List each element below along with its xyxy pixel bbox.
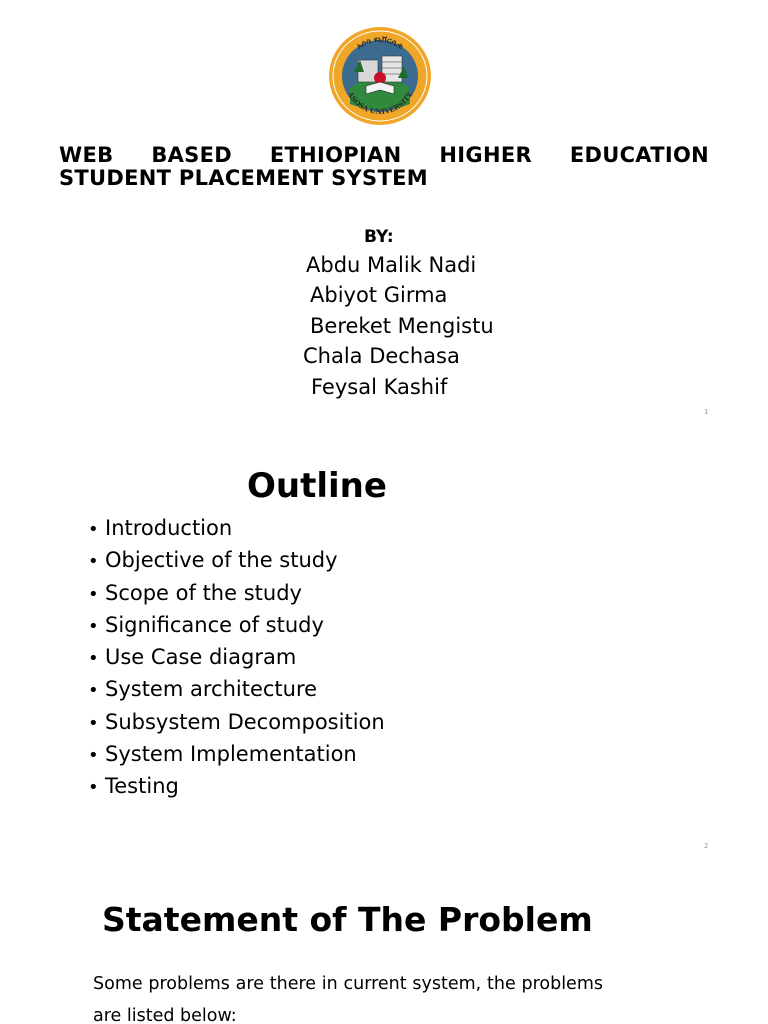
title-word: BASED <box>151 143 232 167</box>
slide-outline <box>0 430 768 864</box>
seal-arc-text-bottom: ASOSA UNIVERSITY <box>345 90 415 117</box>
title-word: EDUCATION <box>569 143 709 167</box>
list-item-label: Use Case diagram <box>105 645 297 670</box>
slide-problem-statement <box>0 864 768 1024</box>
bullet-icon: • <box>88 777 99 799</box>
slide-title <box>0 0 768 430</box>
list-item-label: System Implementation <box>105 742 357 767</box>
list-item <box>88 770 385 802</box>
list-item <box>88 706 385 738</box>
list-item <box>88 544 385 576</box>
author-name: Abdu Malik Nadi <box>306 253 477 277</box>
list-item-label: Objective of the study <box>105 548 338 573</box>
presentation-title <box>59 144 709 190</box>
slide-heading: Statement of The Problem <box>102 900 593 939</box>
page-number: 1 <box>704 408 709 416</box>
list-item-label: Significance of study <box>105 612 324 637</box>
outline-list <box>88 512 385 803</box>
list-item-label: Scope of the study <box>105 580 302 605</box>
slide-heading: Outline <box>247 466 387 506</box>
list-item <box>88 512 385 544</box>
bullet-icon: • <box>88 551 99 573</box>
bullet-icon: • <box>88 615 99 637</box>
title-word: HIGHER <box>439 143 532 167</box>
title-line-2: STUDENT PLACEMENT SYSTEM <box>59 166 428 190</box>
list-item-label: Introduction <box>105 516 233 540</box>
by-label: BY: <box>364 227 394 247</box>
author-name: Chala Dechasa <box>303 344 460 368</box>
bullet-icon: • <box>88 745 99 767</box>
list-item <box>88 673 385 705</box>
seal-arc-text-top: አሶሳ ዩኒቨርሲቲ <box>354 34 406 51</box>
bullet-icon: • <box>88 680 99 702</box>
bullet-icon: • <box>88 519 99 540</box>
author-name: Abiyot Girma <box>310 283 448 307</box>
title-line-1 <box>59 144 709 167</box>
title-word: WEB <box>59 143 114 167</box>
author-name: Bereket Mengistu <box>310 314 494 338</box>
page-number: 2 <box>704 842 709 850</box>
list-item <box>88 577 385 609</box>
list-item <box>88 609 385 641</box>
bullet-icon: • <box>88 648 99 670</box>
list-item <box>88 738 385 770</box>
list-item-label: System architecture <box>105 677 318 702</box>
title-word: ETHIOPIAN <box>269 143 402 167</box>
list-item-label: Testing <box>105 774 179 799</box>
bullet-icon: • <box>88 583 99 605</box>
university-seal-icon <box>328 26 432 126</box>
slide-body-text: Some problems are there in current system, the problems are listed below: <box>93 974 603 1024</box>
author-name: Feysal Kashif <box>311 375 448 399</box>
bullet-icon: • <box>88 712 99 734</box>
list-item <box>88 641 385 673</box>
list-item-label: Subsystem Decomposition <box>105 709 385 734</box>
